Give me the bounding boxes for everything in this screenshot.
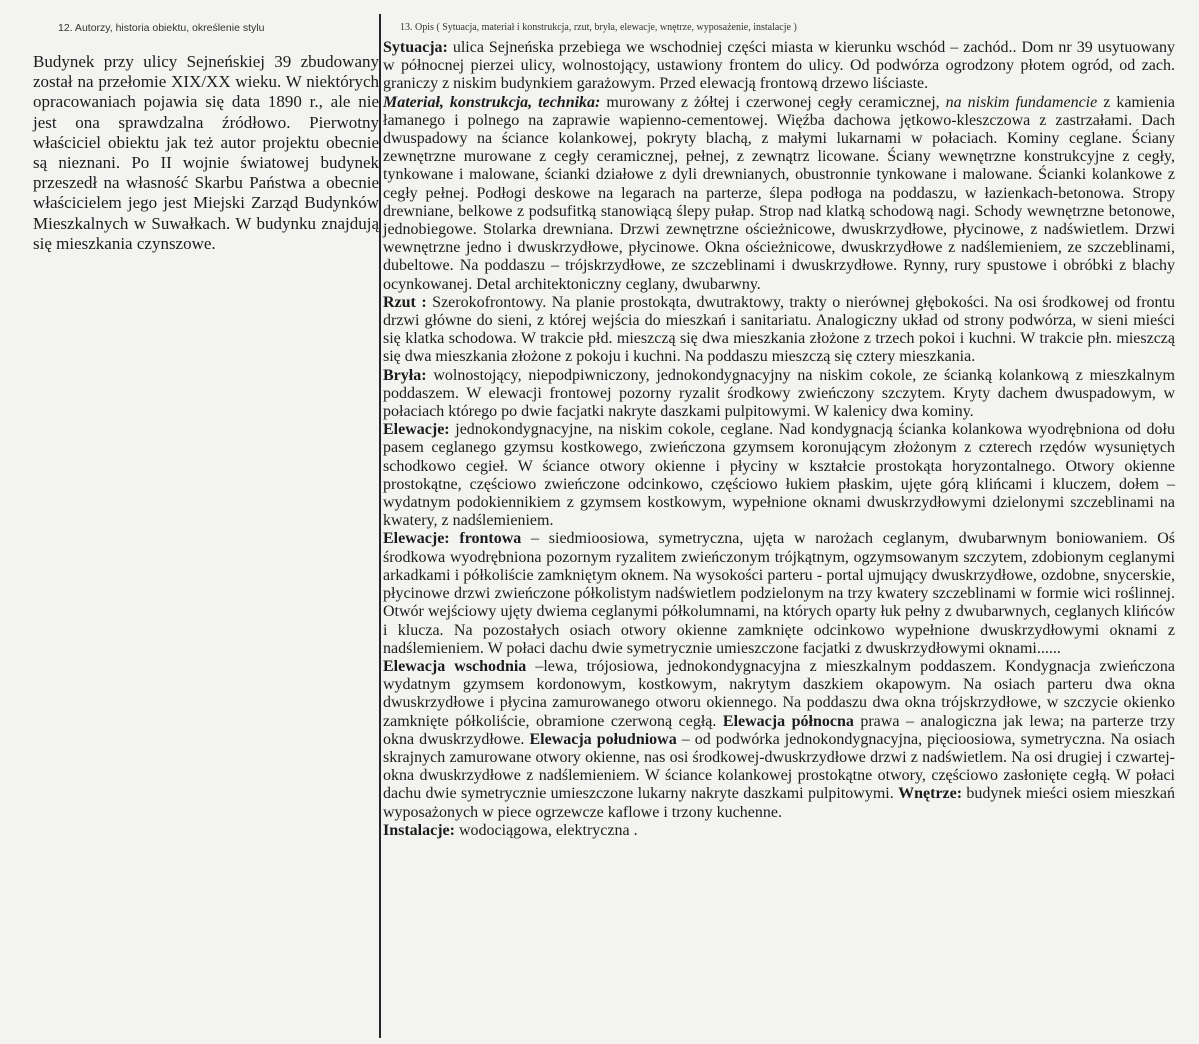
section-text: prawa – analogiczna jak lewa; na parterze trzy okna dwuskrzydłowe. (383, 712, 1175, 748)
section-text: – siedmioosiowa, symetryczna, ujęta w narożach ceglanym, dwubarwnym boniowaniem. Oś środkowa wyodrębniona pozornym ryzalitem zwieńczonym trójkątnym, ogzymsowanym szczytem, zdobionym ceglanymi arkadkami i półkoliście zamkniętym oknem. Na wysokości parteru - portal ujmujący dwuskrzydłowe, ozdobne, snycerskie, płycinowe drzwi zwieńczone półkolistym nadświetlem podzielonym na trzy kwatery szczeblinami w formie wici roślinnej. Otwór wejściowy ujęty dwiema ceglanymi półkolumnami, na których oparty łuk pełny z dwubarwnych, ceglanych klińców i klucza. Na pozostałych osiach otwory okienne zamknięte odcinkowo wypełnione dwuskrzydłowymi oknami z nadślemieniem. W połaci dachu dwie symetrycznie umieszczone facjatki z dwuskrzydłowymi oknami...... (383, 530, 1175, 657)
section-text: z kamienia łamanego i polnego na zaprawie wapienno-cementowej. Więźba dachowa jętkowo-kleszczowa z zastrzałami. Dach dwuspadowy na ściance kolankowej, pokryty blachą, z małymi lukarnami w połaciach. Kominy ceglane. Ściany zewnętrzne murowane z cegły ceramicznej, pełnej, z zewnątrz licowane. Ściany wewnętrzne konstrukcyjne z cegły, tynkowane i malowane, ścianki działowe z dyli drewnianych, obustronnie tynkowane i malowane. Ścianki kolankowe z cegły pełnej. Podłogi deskowe na legarach na parterze, ślepa podłoga na poddaszu, w łazienkach-betonowa. Stropy drewniane, belkowe z podsufitką stanowiącą ślepy pułap. Strop nad klatką schodową nagi. Schody wewnętrzne betonowe, jednobiegowe. Stolarka drewniana. Drzwi zewnętrzne ościeżnicowe, dwuskrzydłowe, płycinowe, z nadświetlem. Drzwi wewnętrzne jedno i dwuskrzydłowe, płycinowe. Okna ościeżnicowe, dwuskrzydłowe z nadślemieniem, ze szczeblinami, dubeltowe. Na poddaszu – trójskrzydłowe, ze szczeblinami i dwuskrzydłowe. Rynny, rury spustowe i obróbki z blachy ocynkowanej. Detal architektoniczny ceglany, dwubarwny. (383, 93, 1176, 293)
section-rzut (383, 294, 1175, 367)
section-label: Elewacje: (383, 421, 450, 439)
section-sytuacja (383, 39, 1175, 94)
description-column (383, 39, 1175, 840)
section-wschodnia (383, 658, 1175, 822)
section-label: Elewacja wschodnia (383, 657, 527, 675)
section-text: – od podwórka jednokondygnacyjna, pięcioosiowa, symetryczna. Na osiach skrajnych zamurowane otwory okienne, nas osi środkowej-dwuskrzydłowe drzwi z nadświetlem. Na osi drugiej i czwartej-okna dwuskrzydłowe z nadślemieniem. W ściance kolankowej prostokątne otwory, częściowo zasłonięte cegłą. W połaci dachu dwie symetrycznie umieszczone lukarny nakryte daszkami pulpitowymi. (383, 730, 1175, 803)
section-text: Szerokofrontowy. Na planie prostokąta, dwutraktowy, trakty o nierównej głębokości. Na osi środkowej od frontu drzwi główne do sieni, z której wejścia do mieszkań i sanitariatu. Analogiczny układ od strony podwórza, w sieni mieści się klatka schodowa. W trakcie płd. mieszczą się dwa mieszkania złożone z trzech pokoi i kuchni. W trakcie płn. mieszczą się dwa mieszkania złożone z pokoju i kuchni. Na poddaszu mieszczą się cztery mieszkania. (383, 293, 1175, 366)
section-text: murowany z żółtej i czerwonej cegły ceramicznej, (600, 93, 946, 111)
section-elewacje (383, 421, 1175, 530)
section-label: Rzut : (383, 293, 427, 311)
section-label-south: Elewacja południowa (529, 730, 677, 748)
section-label: Elewacje: frontowa (383, 530, 522, 548)
section-label-interior: Wnętrze: (898, 785, 963, 803)
section-frontowa (383, 530, 1175, 657)
section-label: Bryła: (383, 366, 427, 384)
section-label-north: Elewacja północna (722, 712, 854, 730)
section-label: Instalacje: (383, 821, 455, 839)
section-text: jednokondygnacyjne, na niskim cokole, ceglane. Nad kondygnacją ścianka kolankowa wyodrębniona od dołu pasem ceglanego gzymsu kostkowego, zwieńczona gzymsem koronującym złożonym z czterech rzędów wysuniętych schodkowo cegieł. W ściance otwory okienne i płyciny w kształcie prostokąta horyzontalnego. Otwory okienne prostokątne, częściowo zwieńczone odcinkowo, częściowo łukiem płaskim, ujęte górą klińcami i kluczem, dołem – wydatnym podokiennikiem z gzymsem kostkowym, wypełnione oknami dwuskrzydłowymi dzielonymi szczeblinami na kwatery, z nadślemieniem. (383, 421, 1175, 530)
section-text: wolnostojący, niepodpiwniczony, jednokondygnacyjny na niskim cokole, ze ścianką kolankową z mieszkalnym poddaszem. W elewacji frontowej pozorny ryzalit środkowy zwieńczony szczytem. Kryty dachem dwuspadowym, w połaciach którego po dwie facjatki nakryte daszkami pulpitowymi. W kalenicy dwa kominy. (383, 366, 1175, 421)
section-instalacje (383, 822, 1175, 840)
history-column (33, 52, 379, 254)
section-text: –lewa, trójosiowa, jednokondygnacyjna z mieszkalnym poddaszem. Kondygnacja zwieńczona wydatnym gzymsem kordonowym, kostkowym, nakrytym daszkiem okapowym. Na osiach parteru dwa okna dwuskrzydłowe i płycina zamurowanego otworu okiennego. Na poddaszu dwa okna trójskrzydłowe, w szczycie okienko zamknięte półkoliście, obramione czerwoną cegłą. (383, 657, 1176, 730)
section-bryla (383, 367, 1175, 422)
section-text-italic: na niskim fundamencie (945, 93, 1098, 111)
section-text: wodociągowa, elektryczna . (454, 821, 638, 839)
section-material (383, 94, 1175, 294)
section-text: ulica Sejneńska przebiega we wschodniej części miasta w kierunku wschód – zachód.. Dom nr 39 usytuowany w północnej pierzei ulicy, wolnostojący, ustawiony frontem do ulicy. Od podwórza ogrodzony płotem ogród, od zach. graniczy z niskim budynkiem garażowym. Przed elewacją frontową drzewo liściaste. (383, 39, 1175, 93)
left-column-header: 12. Autorzy, historia obiektu, określenie stylu (58, 22, 265, 34)
section-text: budynek mieści osiem mieszkań wyposażonych w piece ogrzewcze kaflowe i trzony kuchenne. (383, 785, 1175, 821)
section-label: Sytuacja: (383, 39, 448, 56)
section-label: Materiał, konstrukcja, technika: (383, 93, 601, 111)
history-paragraph: Budynek przy ulicy Sejneńskiej 39 zbudowany został na przełomie XIX/XX wieku. W niektórych opracowaniach pojawia się data 1890 r., ale nie jest ona sprawdzalna źródłowo. Pierwotny właściciel obiektu jak też autor projektu obecnie są nieznani. Po II wojnie światowej budynek przeszedł na własność Skarbu Państwa a obecnie właścicielem jego jest Miejski Zarząd Budynków Mieszkalnych w Suwałkach. W budynku znajdują się mieszkania czynszowe. (33, 52, 379, 253)
column-divider (379, 14, 381, 1038)
right-column-header: 13. Opis ( Sytuacja, materiał i konstrukcja, rzut, bryła, elewacje, wnętrze, wyposażenie, instalacje ) (400, 22, 797, 33)
